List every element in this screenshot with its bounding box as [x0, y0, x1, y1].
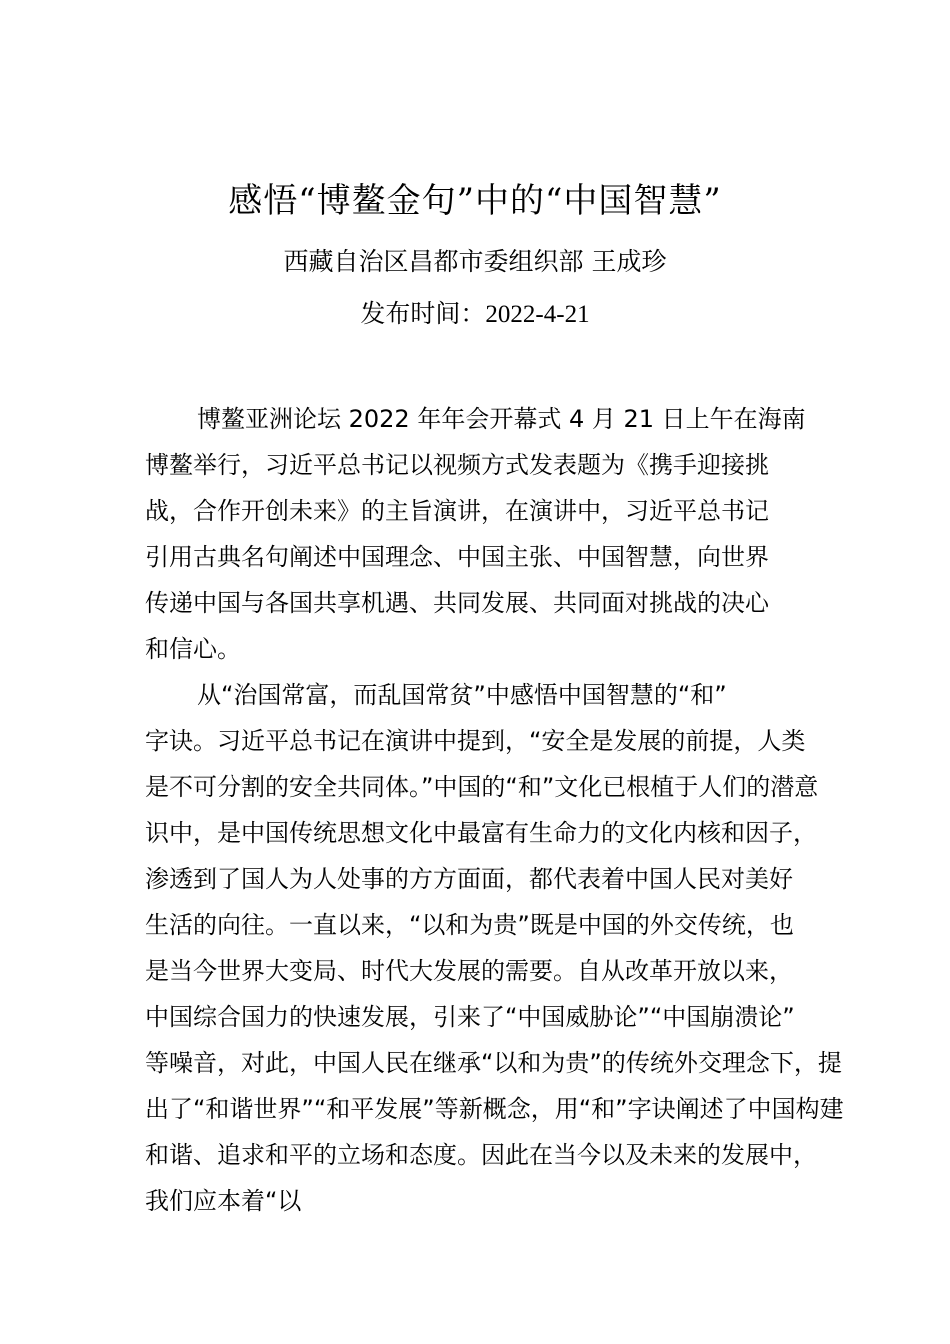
publish-date-value: 2022-4-21: [485, 301, 590, 328]
paragraph-line: 博鳌举行，习近平总书记以视频方式发表题为《携手迎接挑: [145, 451, 769, 479]
paragraph-line: 传递中国与各国共享机遇、共同发展、共同面对挑战的决心: [145, 589, 769, 617]
paragraph-line: 从“治国常富，而乱国常贫”中感悟中国智慧的“和”: [197, 681, 727, 709]
paragraph-line: 是当今世界大变局、时代大发展的需要。自从改革开放以来，: [145, 957, 793, 985]
paragraph-line: 和谐、追求和平的立场和态度。因此在当今以及未来的发展中，: [145, 1141, 817, 1169]
paragraph-line: 生活的向往。一直以来，“以和为贵”既是中国的外交传统，也: [145, 911, 794, 939]
paragraph-line: 出了“和谐世界”“和平发展”等新概念，用“和”字诀阐述了中国构建: [145, 1095, 844, 1123]
article-body: [145, 396, 844, 1224]
paragraph-line: 和信心。: [145, 635, 241, 663]
publish-date: [0, 294, 950, 335]
paragraph-line: 中国综合国力的快速发展，引来了“中国威胁论”“中国崩溃论”: [145, 1003, 795, 1031]
document-title: 感悟“博鳌金句”中的“中国智慧”: [228, 181, 722, 221]
paragraph: [145, 672, 844, 1224]
publish-date-label: 发布时间：: [360, 299, 486, 328]
paragraph-line: 字诀。习近平总书记在演讲中提到，“安全是发展的前提，人类: [145, 727, 806, 755]
paragraph-line: 博鳌亚洲论坛 2022 年年会开幕式 4 月 21 日上午在海南: [197, 405, 806, 433]
paragraph-line: 识中，是中国传统思想文化中最富有生命力的文化内核和因子，: [145, 819, 817, 847]
paragraph: [145, 396, 835, 672]
paragraph-line: 等噪音，对此，中国人民在继承“以和为贵”的传统外交理念下，提: [145, 1049, 842, 1077]
author-line: 西藏自治区昌都市委组织部 王成珍: [283, 247, 667, 276]
paragraph-line: 引用古典名句阐述中国理念、中国主张、中国智慧，向世界: [145, 543, 769, 571]
paragraph-line: 是不可分割的安全共同体。”中国的“和”文化已根植于人们的潜意: [145, 773, 819, 801]
paragraph-line: 渗透到了国人为人处事的方方面面，都代表着中国人民对美好: [145, 865, 793, 893]
paragraph-line: 我们应本着“以: [145, 1187, 302, 1215]
paragraph-line: 战，合作开创未来》的主旨演讲，在演讲中，习近平总书记: [145, 497, 769, 525]
